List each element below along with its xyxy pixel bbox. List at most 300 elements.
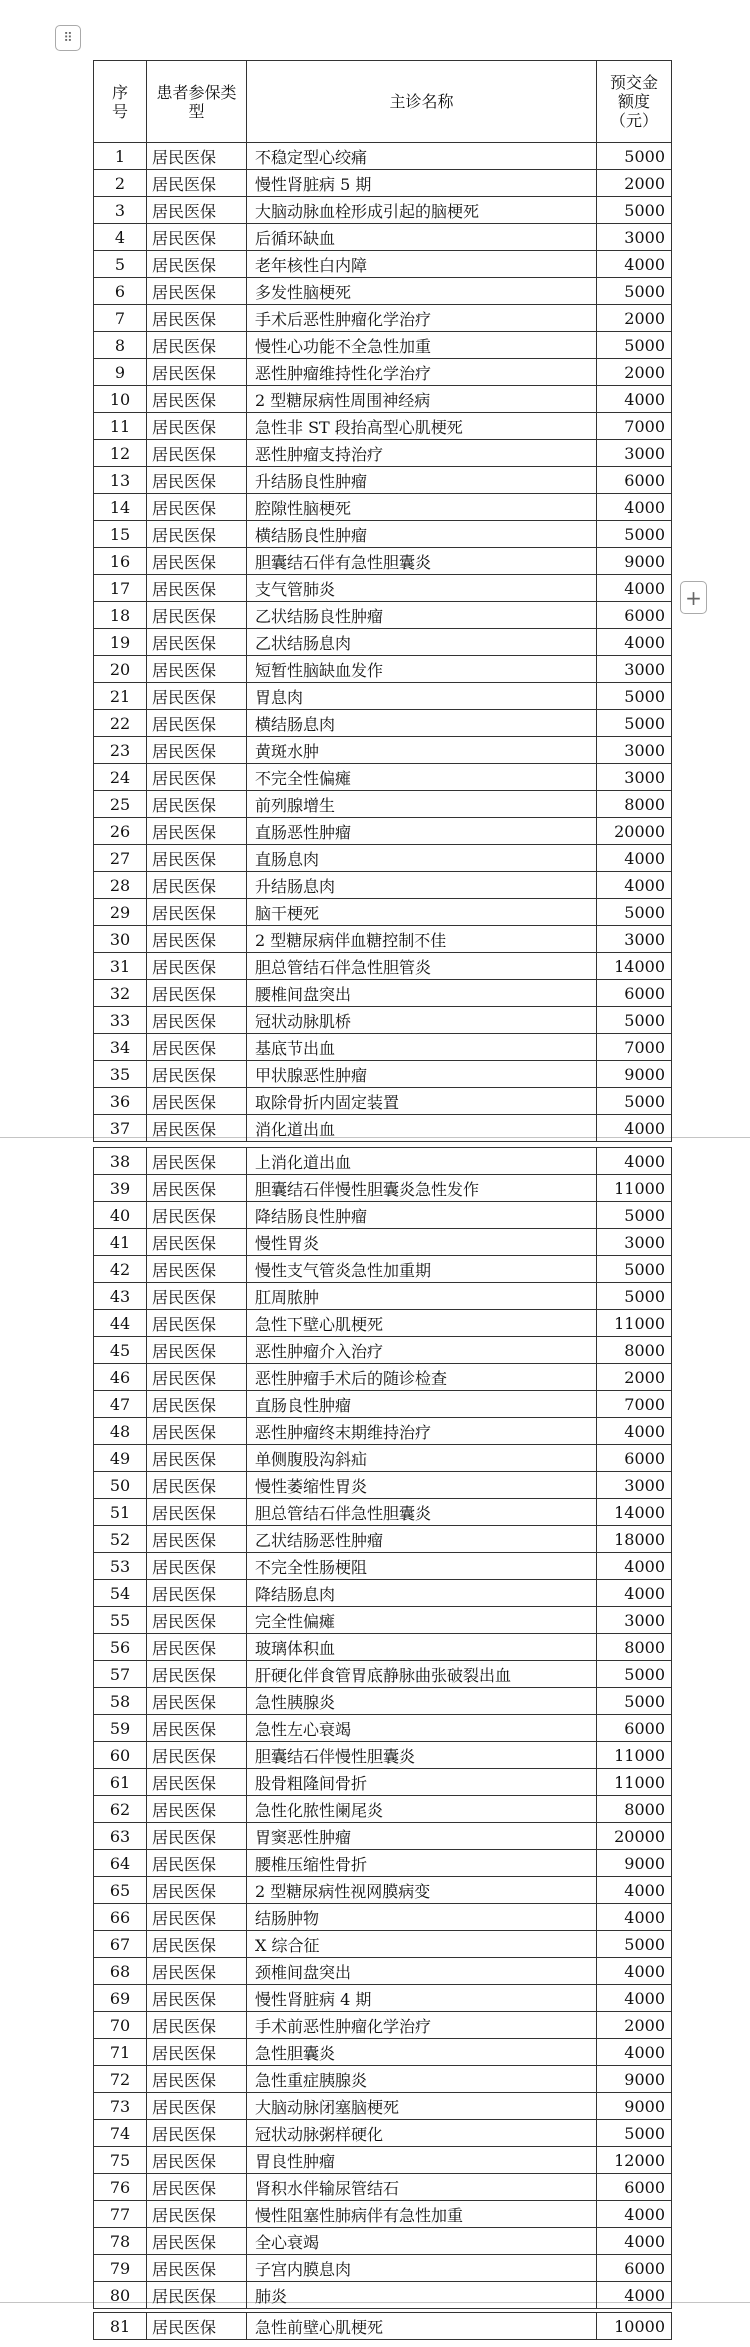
- seq-cell: 67: [94, 1931, 147, 1958]
- insurance-type-cell: 居民医保: [147, 872, 247, 899]
- seq-cell: 69: [94, 1985, 147, 2012]
- diagnosis-cell: 颈椎间盘突出: [247, 1958, 597, 1985]
- insurance-type-cell: 居民医保: [147, 1661, 247, 1688]
- insurance-type-cell: 居民医保: [147, 413, 247, 440]
- seq-cell: 55: [94, 1607, 147, 1634]
- table-row: [94, 710, 672, 737]
- diagnosis-cell: 不完全性肠梗阻: [247, 1553, 597, 1580]
- insurance-type-cell: 居民医保: [147, 683, 247, 710]
- amount-cell: 5000: [597, 197, 672, 224]
- diagnosis-cell: 腰椎间盘突出: [247, 980, 597, 1007]
- drag-handle-icon[interactable]: ⠿: [55, 25, 81, 51]
- amount-cell: 20000: [597, 818, 672, 845]
- diagnosis-cell: 恶性肿瘤介入治疗: [247, 1337, 597, 1364]
- seq-cell: 32: [94, 980, 147, 1007]
- diagnosis-cell: 胆总管结石伴急性胆管炎: [247, 953, 597, 980]
- seq-cell: 81: [94, 2313, 147, 2340]
- amount-cell: 6000: [597, 602, 672, 629]
- amount-cell: 4000: [597, 2201, 672, 2228]
- seq-cell: 54: [94, 1580, 147, 1607]
- amount-cell: 4000: [597, 251, 672, 278]
- insurance-type-cell: 居民医保: [147, 1931, 247, 1958]
- diagnosis-cell: 乙状结肠息肉: [247, 629, 597, 656]
- diagnosis-cell: 股骨粗隆间骨折: [247, 1769, 597, 1796]
- seq-cell: 34: [94, 1034, 147, 1061]
- amount-cell: 4000: [597, 1115, 672, 1142]
- table-row: [94, 1229, 672, 1256]
- seq-cell: 74: [94, 2120, 147, 2147]
- insurance-type-cell: 居民医保: [147, 710, 247, 737]
- diagnosis-cell: 升结肠息肉: [247, 872, 597, 899]
- amount-cell: 5000: [597, 1202, 672, 1229]
- insurance-type-cell: 居民医保: [147, 2012, 247, 2039]
- insurance-type-cell: 居民医保: [147, 224, 247, 251]
- amount-cell: 4000: [597, 1148, 672, 1175]
- amount-cell: 8000: [597, 1796, 672, 1823]
- amount-cell: 3000: [597, 224, 672, 251]
- insurance-type-cell: 居民医保: [147, 2039, 247, 2066]
- amount-cell: 8000: [597, 1337, 672, 1364]
- insurance-type-cell: 居民医保: [147, 197, 247, 224]
- seq-cell: 4: [94, 224, 147, 251]
- diagnosis-cell: 急性化脓性阑尾炎: [247, 1796, 597, 1823]
- insurance-type-cell: 居民医保: [147, 1958, 247, 1985]
- diagnosis-cell: 老年核性白内障: [247, 251, 597, 278]
- seq-cell: 17: [94, 575, 147, 602]
- insurance-type-cell: 居民医保: [147, 980, 247, 1007]
- table-row: [94, 2066, 672, 2093]
- seq-cell: 15: [94, 521, 147, 548]
- amount-cell: 5000: [597, 1931, 672, 1958]
- diagnosis-cell: 肾积水伴输尿管结石: [247, 2174, 597, 2201]
- seq-cell: 50: [94, 1472, 147, 1499]
- amount-cell: 12000: [597, 2147, 672, 2174]
- amount-cell: 6000: [597, 2255, 672, 2282]
- table-row: [94, 2147, 672, 2174]
- seq-cell: 24: [94, 764, 147, 791]
- diagnosis-cell: 消化道出血: [247, 1115, 597, 1142]
- insurance-type-cell: 居民医保: [147, 1310, 247, 1337]
- insurance-type-cell: 居民医保: [147, 1148, 247, 1175]
- amount-cell: 7000: [597, 413, 672, 440]
- table-row: [94, 1007, 672, 1034]
- diagnosis-cell: 单侧腹股沟斜疝: [247, 1445, 597, 1472]
- amount-cell: 6000: [597, 467, 672, 494]
- table-row: [94, 1337, 672, 1364]
- insurance-type-cell: 居民医保: [147, 629, 247, 656]
- table-row: [94, 224, 672, 251]
- diagnosis-cell: 甲状腺恶性肿瘤: [247, 1061, 597, 1088]
- table-row: [94, 1061, 672, 1088]
- diagnosis-cell: 大脑动脉闭塞脑梗死: [247, 2093, 597, 2120]
- seq-cell: 10: [94, 386, 147, 413]
- table-row: [94, 1391, 672, 1418]
- seq-cell: 35: [94, 1061, 147, 1088]
- diagnosis-cell: 支气管肺炎: [247, 575, 597, 602]
- column-header-amount: 预交金 额度 （元）: [597, 61, 672, 143]
- table-row: [94, 1850, 672, 1877]
- diagnosis-cell: 不完全性偏瘫: [247, 764, 597, 791]
- amount-cell: 10000: [597, 2313, 672, 2340]
- table-row: [94, 953, 672, 980]
- seq-cell: 22: [94, 710, 147, 737]
- seq-cell: 59: [94, 1715, 147, 1742]
- amount-cell: 5000: [597, 2120, 672, 2147]
- amount-cell: 9000: [597, 2066, 672, 2093]
- insurance-type-cell: 居民医保: [147, 899, 247, 926]
- diagnosis-cell: 肺炎: [247, 2282, 597, 2309]
- table-row: [94, 2039, 672, 2066]
- seq-cell: 23: [94, 737, 147, 764]
- amount-cell: 18000: [597, 1526, 672, 1553]
- seq-cell: 46: [94, 1364, 147, 1391]
- seq-cell: 58: [94, 1688, 147, 1715]
- seq-cell: 20: [94, 656, 147, 683]
- insurance-type-cell: 居民医保: [147, 656, 247, 683]
- insurance-type-cell: 居民医保: [147, 737, 247, 764]
- diagnosis-cell: 完全性偏瘫: [247, 1607, 597, 1634]
- seq-cell: 75: [94, 2147, 147, 2174]
- insurance-type-cell: 居民医保: [147, 1202, 247, 1229]
- insurance-type-cell: 居民医保: [147, 1499, 247, 1526]
- insurance-type-cell: 居民医保: [147, 548, 247, 575]
- insurance-type-cell: 居民医保: [147, 1877, 247, 1904]
- diagnosis-cell: 胃息肉: [247, 683, 597, 710]
- seq-cell: 39: [94, 1175, 147, 1202]
- seq-cell: 45: [94, 1337, 147, 1364]
- diagnosis-cell: 短暂性脑缺血发作: [247, 656, 597, 683]
- table-row: [94, 1823, 672, 1850]
- table-row: [94, 575, 672, 602]
- amount-cell: 5000: [597, 683, 672, 710]
- insurance-type-cell: 居民医保: [147, 521, 247, 548]
- table-row: [94, 1418, 672, 1445]
- diagnosis-cell: 2 型糖尿病伴血糖控制不佳: [247, 926, 597, 953]
- insurance-type-cell: 居民医保: [147, 1391, 247, 1418]
- amount-cell: 5000: [597, 1256, 672, 1283]
- amount-cell: 20000: [597, 1823, 672, 1850]
- column-header-seq: 序 号: [94, 61, 147, 143]
- table-row: [94, 1364, 672, 1391]
- table-row: [94, 1115, 672, 1142]
- table-row: [94, 1634, 672, 1661]
- amount-cell: 6000: [597, 980, 672, 1007]
- insurance-type-cell: 居民医保: [147, 926, 247, 953]
- insurance-type-cell: 居民医保: [147, 2066, 247, 2093]
- insurance-type-cell: 居民医保: [147, 791, 247, 818]
- table-row: [94, 1958, 672, 1985]
- amount-cell: 2000: [597, 305, 672, 332]
- insurance-type-cell: 居民医保: [147, 1607, 247, 1634]
- seq-cell: 31: [94, 953, 147, 980]
- amount-cell: 5000: [597, 1688, 672, 1715]
- diagnosis-cell: 冠状动脉肌桥: [247, 1007, 597, 1034]
- amount-cell: 4000: [597, 575, 672, 602]
- seq-cell: 36: [94, 1088, 147, 1115]
- seq-cell: 56: [94, 1634, 147, 1661]
- amount-cell: 3000: [597, 1229, 672, 1256]
- seq-cell: 47: [94, 1391, 147, 1418]
- amount-cell: 4000: [597, 845, 672, 872]
- insurance-type-cell: 居民医保: [147, 386, 247, 413]
- insurance-type-cell: 居民医保: [147, 764, 247, 791]
- seq-cell: 5: [94, 251, 147, 278]
- seq-cell: 1: [94, 143, 147, 170]
- prepayment-table-page-2: [93, 1147, 672, 2309]
- table-row: [94, 251, 672, 278]
- table-row: [94, 2313, 672, 2340]
- table-row: [94, 494, 672, 521]
- amount-cell: 4000: [597, 872, 672, 899]
- table-row: [94, 305, 672, 332]
- table-row: [94, 1256, 672, 1283]
- amount-cell: 5000: [597, 1283, 672, 1310]
- seq-cell: 7: [94, 305, 147, 332]
- table-row: [94, 1607, 672, 1634]
- diagnosis-cell: 基底节出血: [247, 1034, 597, 1061]
- insurance-type-cell: 居民医保: [147, 1904, 247, 1931]
- diagnosis-cell: 腰椎压缩性骨折: [247, 1850, 597, 1877]
- amount-cell: 4000: [597, 386, 672, 413]
- amount-cell: 9000: [597, 548, 672, 575]
- table-row: [94, 1472, 672, 1499]
- seq-cell: 14: [94, 494, 147, 521]
- table-row: [94, 629, 672, 656]
- insurance-type-cell: 居民医保: [147, 278, 247, 305]
- table-row: [94, 2120, 672, 2147]
- seq-cell: 53: [94, 1553, 147, 1580]
- table-row: [94, 332, 672, 359]
- amount-cell: 14000: [597, 1499, 672, 1526]
- table-row: [94, 899, 672, 926]
- insurance-type-cell: 居民医保: [147, 1175, 247, 1202]
- amount-cell: 11000: [597, 1310, 672, 1337]
- insurance-type-cell: 居民医保: [147, 1850, 247, 1877]
- table-row: [94, 1310, 672, 1337]
- table-row: [94, 467, 672, 494]
- insurance-type-cell: 居民医保: [147, 2201, 247, 2228]
- amount-cell: 3000: [597, 440, 672, 467]
- insurance-type-cell: 居民医保: [147, 1742, 247, 1769]
- diagnosis-cell: 取除骨折内固定装置: [247, 1088, 597, 1115]
- amount-cell: 3000: [597, 737, 672, 764]
- table-row: [94, 197, 672, 224]
- seq-cell: 33: [94, 1007, 147, 1034]
- seq-cell: 13: [94, 467, 147, 494]
- seq-cell: 38: [94, 1148, 147, 1175]
- amount-cell: 9000: [597, 1061, 672, 1088]
- diagnosis-cell: 急性重症胰腺炎: [247, 2066, 597, 2093]
- table-row: [94, 2174, 672, 2201]
- amount-cell: 7000: [597, 1034, 672, 1061]
- amount-cell: 3000: [597, 764, 672, 791]
- diagnosis-cell: X 综合征: [247, 1931, 597, 1958]
- seq-cell: 8: [94, 332, 147, 359]
- diagnosis-cell: 急性胆囊炎: [247, 2039, 597, 2066]
- table-row: [94, 359, 672, 386]
- amount-cell: 6000: [597, 2174, 672, 2201]
- table-row: [94, 1034, 672, 1061]
- diagnosis-cell: 慢性胃炎: [247, 1229, 597, 1256]
- amount-cell: 5000: [597, 521, 672, 548]
- amount-cell: 4000: [597, 629, 672, 656]
- diagnosis-cell: 黄斑水肿: [247, 737, 597, 764]
- amount-cell: 7000: [597, 1391, 672, 1418]
- table-row: [94, 1742, 672, 1769]
- amount-cell: 8000: [597, 1634, 672, 1661]
- seq-cell: 29: [94, 899, 147, 926]
- insurance-type-cell: 居民医保: [147, 1580, 247, 1607]
- table-row: [94, 845, 672, 872]
- diagnosis-cell: 横结肠息肉: [247, 710, 597, 737]
- insurance-type-cell: 居民医保: [147, 845, 247, 872]
- seq-cell: 70: [94, 2012, 147, 2039]
- column-header-diagnosis: 主诊名称: [247, 61, 597, 143]
- insurance-type-cell: 居民医保: [147, 467, 247, 494]
- table-row: [94, 1088, 672, 1115]
- seq-cell: 66: [94, 1904, 147, 1931]
- amount-cell: 6000: [597, 1715, 672, 1742]
- table-row: [94, 413, 672, 440]
- seq-cell: 51: [94, 1499, 147, 1526]
- amount-cell: 5000: [597, 278, 672, 305]
- table-row: [94, 1283, 672, 1310]
- insurance-type-cell: 居民医保: [147, 305, 247, 332]
- diagnosis-cell: 脑干梗死: [247, 899, 597, 926]
- diagnosis-cell: 恶性肿瘤支持治疗: [247, 440, 597, 467]
- amount-cell: 4000: [597, 1553, 672, 1580]
- insurance-type-cell: 居民医保: [147, 1088, 247, 1115]
- diagnosis-cell: 直肠良性肿瘤: [247, 1391, 597, 1418]
- diagnosis-cell: 胆囊结石伴慢性胆囊炎急性发作: [247, 1175, 597, 1202]
- amount-cell: 3000: [597, 926, 672, 953]
- table-row: [94, 2093, 672, 2120]
- amount-cell: 3000: [597, 1607, 672, 1634]
- diagnosis-cell: 冠状动脉粥样硬化: [247, 2120, 597, 2147]
- table-row: [94, 1985, 672, 2012]
- amount-cell: 9000: [597, 2093, 672, 2120]
- table-row: [94, 818, 672, 845]
- seq-cell: 78: [94, 2228, 147, 2255]
- insurance-type-cell: 居民医保: [147, 2255, 247, 2282]
- amount-cell: 4000: [597, 1877, 672, 1904]
- amount-cell: 2000: [597, 359, 672, 386]
- insurance-type-cell: 居民医保: [147, 2120, 247, 2147]
- seq-cell: 52: [94, 1526, 147, 1553]
- insurance-type-cell: 居民医保: [147, 2174, 247, 2201]
- amount-cell: 4000: [597, 2282, 672, 2309]
- diagnosis-cell: 2 型糖尿病性视网膜病变: [247, 1877, 597, 1904]
- diagnosis-cell: 子宫内膜息肉: [247, 2255, 597, 2282]
- insurance-type-cell: 居民医保: [147, 1634, 247, 1661]
- insurance-type-cell: 居民医保: [147, 1985, 247, 2012]
- diagnosis-cell: 急性非 ST 段抬高型心肌梗死: [247, 413, 597, 440]
- table-row: [94, 926, 672, 953]
- diagnosis-cell: 大脑动脉血栓形成引起的脑梗死: [247, 197, 597, 224]
- diagnosis-cell: 恶性肿瘤手术后的随诊检查: [247, 1364, 597, 1391]
- seq-cell: 73: [94, 2093, 147, 2120]
- insurance-type-cell: 居民医保: [147, 575, 247, 602]
- diagnosis-cell: 横结肠良性肿瘤: [247, 521, 597, 548]
- seq-cell: 21: [94, 683, 147, 710]
- prepayment-table-page-1: [93, 60, 672, 1142]
- table-row: [94, 1580, 672, 1607]
- table-row: [94, 1661, 672, 1688]
- diagnosis-cell: 前列腺增生: [247, 791, 597, 818]
- table-row: [94, 602, 672, 629]
- diagnosis-cell: 慢性萎缩性胃炎: [247, 1472, 597, 1499]
- insurance-type-cell: 居民医保: [147, 1823, 247, 1850]
- table-row: [94, 2012, 672, 2039]
- amount-cell: 6000: [597, 1445, 672, 1472]
- diagnosis-cell: 降结肠良性肿瘤: [247, 1202, 597, 1229]
- insurance-type-cell: 居民医保: [147, 2228, 247, 2255]
- diagnosis-cell: 慢性肾脏病 4 期: [247, 1985, 597, 2012]
- seq-cell: 9: [94, 359, 147, 386]
- table-row: [94, 2282, 672, 2309]
- table-row: [94, 1715, 672, 1742]
- insurance-type-cell: 居民医保: [147, 440, 247, 467]
- insurance-type-cell: 居民医保: [147, 1796, 247, 1823]
- table-row: [94, 1796, 672, 1823]
- diagnosis-cell: 玻璃体积血: [247, 1634, 597, 1661]
- diagnosis-cell: 乙状结肠恶性肿瘤: [247, 1526, 597, 1553]
- amount-cell: 3000: [597, 1472, 672, 1499]
- table-row: [94, 791, 672, 818]
- seq-cell: 25: [94, 791, 147, 818]
- table-row: [94, 1202, 672, 1229]
- amount-cell: 5000: [597, 710, 672, 737]
- amount-cell: 5000: [597, 332, 672, 359]
- table-row: [94, 1499, 672, 1526]
- table-row: [94, 1904, 672, 1931]
- seq-cell: 77: [94, 2201, 147, 2228]
- table-row: [94, 1526, 672, 1553]
- diagnosis-cell: 腔隙性脑梗死: [247, 494, 597, 521]
- diagnosis-cell: 胃良性肿瘤: [247, 2147, 597, 2174]
- seq-cell: 65: [94, 1877, 147, 1904]
- add-column-button[interactable]: +: [680, 581, 707, 614]
- diagnosis-cell: 降结肠息肉: [247, 1580, 597, 1607]
- amount-cell: 4000: [597, 1958, 672, 1985]
- insurance-type-cell: 居民医保: [147, 1283, 247, 1310]
- amount-cell: 2000: [597, 1364, 672, 1391]
- amount-cell: 2000: [597, 2012, 672, 2039]
- table-row: [94, 278, 672, 305]
- table-row: [94, 1175, 672, 1202]
- diagnosis-cell: 多发性脑梗死: [247, 278, 597, 305]
- diagnosis-cell: 上消化道出血: [247, 1148, 597, 1175]
- table-row: [94, 764, 672, 791]
- seq-cell: 12: [94, 440, 147, 467]
- seq-cell: 41: [94, 1229, 147, 1256]
- diagnosis-cell: 手术前恶性肿瘤化学治疗: [247, 2012, 597, 2039]
- insurance-type-cell: 居民医保: [147, 1472, 247, 1499]
- seq-cell: 62: [94, 1796, 147, 1823]
- insurance-type-cell: 居民医保: [147, 602, 247, 629]
- insurance-type-cell: 居民医保: [147, 1007, 247, 1034]
- diagnosis-cell: 直肠息肉: [247, 845, 597, 872]
- insurance-type-cell: 居民医保: [147, 1229, 247, 1256]
- amount-cell: 4000: [597, 1580, 672, 1607]
- diagnosis-cell: 肛周脓肿: [247, 1283, 597, 1310]
- insurance-type-cell: 居民医保: [147, 1061, 247, 1088]
- seq-cell: 37: [94, 1115, 147, 1142]
- seq-cell: 57: [94, 1661, 147, 1688]
- diagnosis-cell: 慢性支气管炎急性加重期: [247, 1256, 597, 1283]
- table-row: [94, 440, 672, 467]
- insurance-type-cell: 居民医保: [147, 1418, 247, 1445]
